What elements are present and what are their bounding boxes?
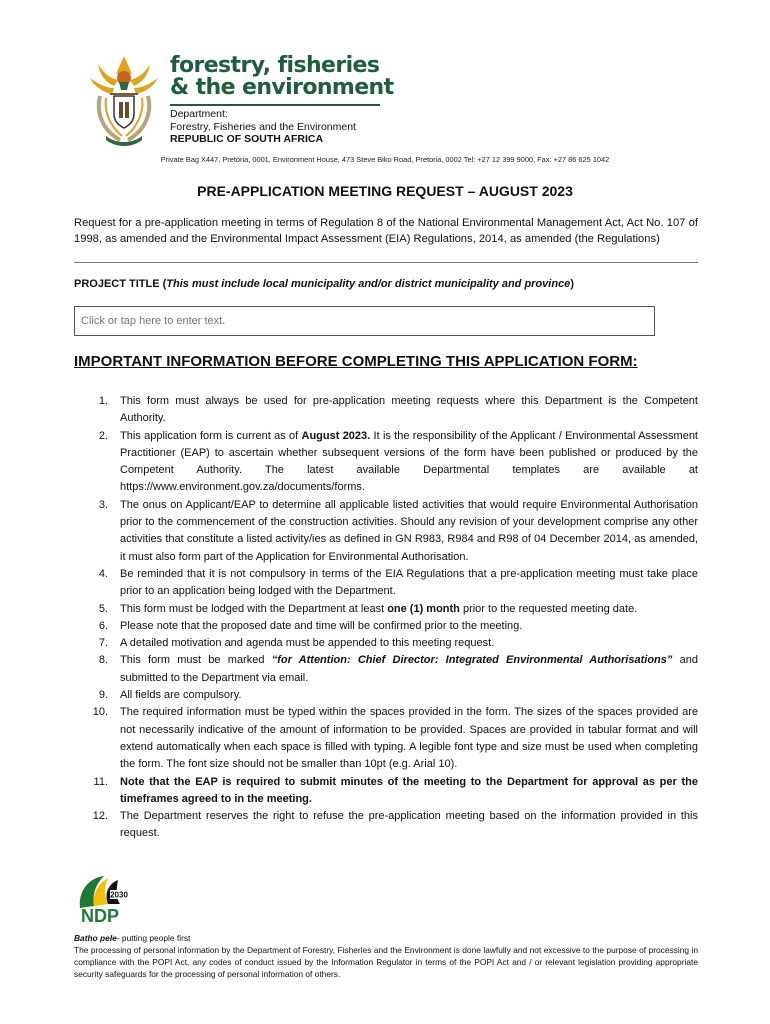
list-item: 4. Be reminded that it is not compulsory in terms of the EIA Regulations that a pre-application meeting must take place prior to an application being lodged with the Department. [98,567,698,598]
department-block [170,108,356,146]
project-title-input[interactable] [74,306,655,336]
divider [74,262,698,263]
list-item: 5. This form must be lodged with the Department at least one (1) month prior to the requested meeting date. [98,602,638,615]
ndp-logo-icon [74,872,134,924]
republic-label: REPUBLIC OF SOUTH AFRICA [170,133,324,145]
list-item: 10. The required information must be typed within the spaces provided in the form. The sizes of the spaces provided are not necessarily indicative of the amount of information to be provided. Spaces are provided in tabular format and will extend automatically when each space is filled with typing. A legible font type and size must be used when completing the form. The font size should not be smaller than 10pt (e.g. Arial 10). [92,706,698,771]
list-item: 3. The onus on Applicant/EAP to determine all applicable listed activities that would require Environmental Authorisation prior to the commencement of the construction activities. Should any revision of your development comprise any other activities that constitute a listed activity/ies as defined in GN R983, R984 and R98 of 04 December 2014, as amended, it must also form part of the Application for Environmental Authorisation. [98,498,698,563]
list-item: 12. The Department reserves the right to refuse the pre-application meeting based on the information provided in this request. [92,810,698,840]
list-item: 8. This form must be marked “for Attention: Chief Director: Integrated Environmental Authorisations” and submitted to the Department via email. [98,654,698,684]
ndp-text: NDP [80,906,120,924]
privacy-notice: The processing of personal information by the Department of Forestry, Fisheries and the Environment is done lawfully and not excessive to the purpose of processing in compliance with the POPI Act, any codes of conduct issued by the Information Regulator in terms of the POPI Act and / or relevant legislation providing appropriate security safeguards for the processing of personal information of others. [74,945,698,979]
dept-name: Forestry, Fisheries and the Environment [170,120,356,133]
project-title-note: This must include local municipality and/or district municipality and province [166,278,571,290]
contact-address: Private Bag X447, Pretoria, 0001, Environment House, 473 Steve Biko Road, Pretoria, 0002 Tel: +27 12 399 9000, Fax: +27 86 625 1042 [160,155,610,164]
dept-label: Department: [170,108,228,120]
brand-divider [170,104,380,106]
list-item: 9. All fields are compulsory. [98,689,242,702]
page-title: PRE-APPLICATION MEETING REQUEST – AUGUST 2023 [197,183,573,199]
brand-line-1: forestry, fisheries [170,53,380,78]
intro-paragraph: Request for a pre-application meeting in terms of Regulation 8 of the National Environmental Management Act, Act No. 107 of 1998, as amended and the Environmental Impact Assessment (EIA) Regulations, 2014, as amended (the Regulations) [74,217,698,245]
list-item: 6. Please note that the proposed date and time will be confirmed prior to the meeting. [98,619,523,632]
coat-of-arms-icon [86,52,162,148]
footer [74,932,698,980]
batho-pele-line: Batho pele- putting people first [74,933,191,943]
brand-wordmark [170,55,394,99]
instructions-list [74,393,698,843]
brand-line-2: & the environment [170,75,394,100]
project-title-label: PROJECT TITLE (This must include local municipality and/or district municipality and province) [74,278,574,290]
list-item: 1. This form must always be used for pre-application meeting requests where this Department is the Competent Authority. [98,395,698,425]
list-item: 2. This application form is current as of August 2023. It is the responsibility of the Applicant / Environmental Assessment Practitioner (EAP) to ascertain whether subsequent versions of the form have been published or produced by the Competent Authority. The latest available Departmental templates are available at https://www.environment.gov.za/documents/forms. [98,429,698,494]
ndp-year: 2030 [110,890,128,900]
list-item: 7. A detailed motivation and agenda must be appended to this meeting request. [98,637,495,650]
list-item: 11. Note that the EAP is required to submit minutes of the meeting to the Department for approval as per the timeframes agreed to in the meeting. [93,775,698,805]
important-info-heading: IMPORTANT INFORMATION BEFORE COMPLETING THIS APPLICATION FORM: [74,353,638,370]
